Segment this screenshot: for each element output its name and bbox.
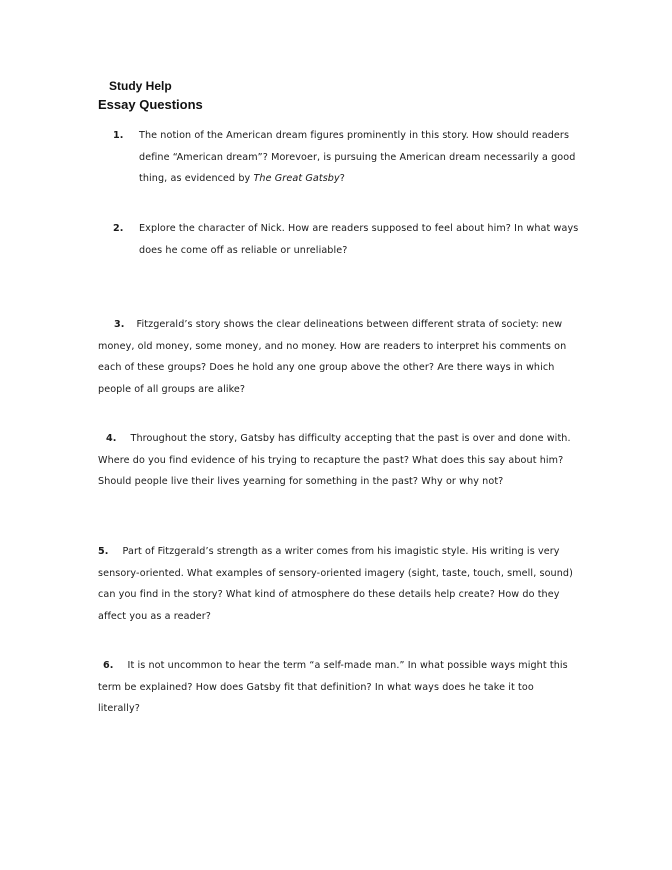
question-4 — [98, 428, 578, 493]
question-6 — [98, 655, 578, 720]
question-text: Throughout the story, Gatsby has difficulty accepting that the past is over and done with. Where do you find evidence of his trying to recapture the past? What does this say about him? Should people live their lives yearning for something in the past? Why or why not? — [98, 433, 571, 487]
question-number: 1. — [113, 130, 124, 141]
question-text: Part of Fitzgerald’s strength as a writer comes from his imagistic style. His writing is very sensory-oriented. What examples of sensory-oriented imagery (sight, taste, touch, smell, sound) can you find in the story? What kind of atmosphere do these details help create? How do they affect you as a reader? — [98, 546, 573, 622]
question-text: It is not uncommon to hear the term “a self-made man.” In what possible ways might this term be explained? How does Gatsby fit that definition? In what ways does he take it too literally? — [98, 660, 568, 714]
question-text: Explore the character of Nick. How are readers supposed to feel about him? In what ways does he come off as reliable or unreliable? — [139, 223, 579, 256]
question-number: 3. — [114, 319, 125, 330]
book-title: The Great Gatsby — [253, 173, 340, 184]
question-text: The notion of the American dream figures prominently in this story. How should readers define “American dream”? Morevoer, is pursuing the American dream necessarily a good thing, as evidenced by — [139, 130, 576, 184]
question-number: 4. — [106, 433, 117, 444]
section-heading: Essay Questions — [98, 97, 203, 112]
question-text: Fitzgerald’s story shows the clear delineations between different strata of society: new money, old money, some money, and no money. How are readers to interpret his comments on each of these groups? Does he hold any one group above the other? Are there ways in which people of all groups are alike? — [98, 319, 567, 395]
question-number: 6. — [103, 660, 114, 671]
question-3 — [98, 314, 578, 400]
page-title: Study Help — [109, 79, 172, 93]
question-5 — [98, 541, 578, 627]
question-text-end: ? — [339, 173, 345, 184]
question-number: 5. — [98, 546, 109, 557]
question-1 — [113, 125, 579, 190]
question-number: 2. — [113, 223, 124, 234]
question-2 — [113, 218, 579, 261]
